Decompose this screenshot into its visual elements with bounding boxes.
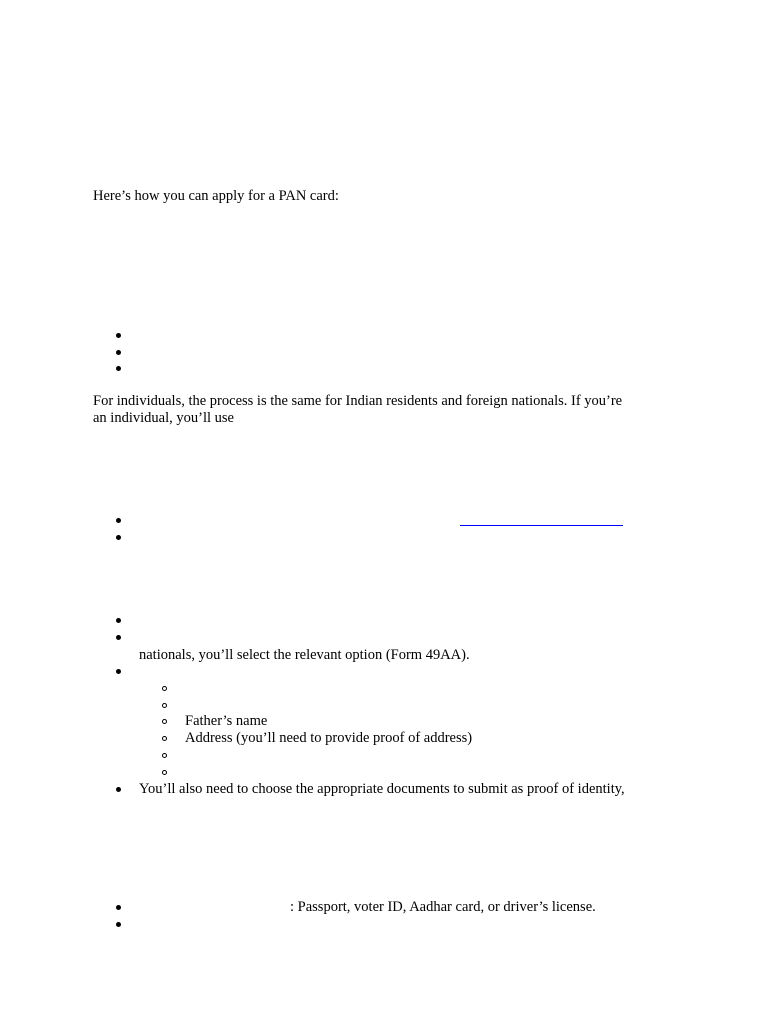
list-bullet bbox=[116, 635, 121, 640]
list-bullet bbox=[116, 669, 121, 674]
sub-list-bullet bbox=[162, 686, 167, 691]
list-bullet bbox=[116, 922, 121, 927]
sub-item-fathers-name: Father’s name bbox=[185, 713, 268, 729]
nationals-form-text: nationals, you’ll select the relevant option (Form 49AA). bbox=[139, 647, 470, 663]
intro-text: Here’s how you can apply for a PAN card: bbox=[93, 188, 339, 204]
list-bullet bbox=[116, 787, 121, 792]
sub-list-bullet bbox=[162, 736, 167, 741]
list-bullet bbox=[116, 350, 121, 355]
list-bullet bbox=[116, 905, 121, 910]
list-bullet bbox=[116, 535, 121, 540]
individuals-paragraph-line-1: For individuals, the process is the same for Indian residents and foreign nationals. If you’re bbox=[93, 393, 623, 409]
sub-item-address: Address (you’ll need to provide proof of address) bbox=[185, 730, 473, 746]
sub-list-bullet bbox=[162, 753, 167, 758]
list-bullet bbox=[116, 518, 121, 523]
documents-text: You’ll also need to choose the appropriate documents to submit as proof of identity, bbox=[139, 781, 625, 797]
sub-list-bullet bbox=[162, 719, 167, 724]
list-bullet bbox=[116, 366, 121, 371]
list-bullet bbox=[116, 618, 121, 623]
identity-documents-text: : Passport, voter ID, Aadhar card, or driver’s license. bbox=[290, 899, 596, 915]
list-bullet bbox=[116, 333, 121, 338]
hyperlink-underline[interactable] bbox=[460, 525, 623, 526]
sub-list-bullet bbox=[162, 770, 167, 775]
sub-list-bullet bbox=[162, 703, 167, 708]
individuals-paragraph-line-2: an individual, you’ll use bbox=[93, 410, 234, 426]
